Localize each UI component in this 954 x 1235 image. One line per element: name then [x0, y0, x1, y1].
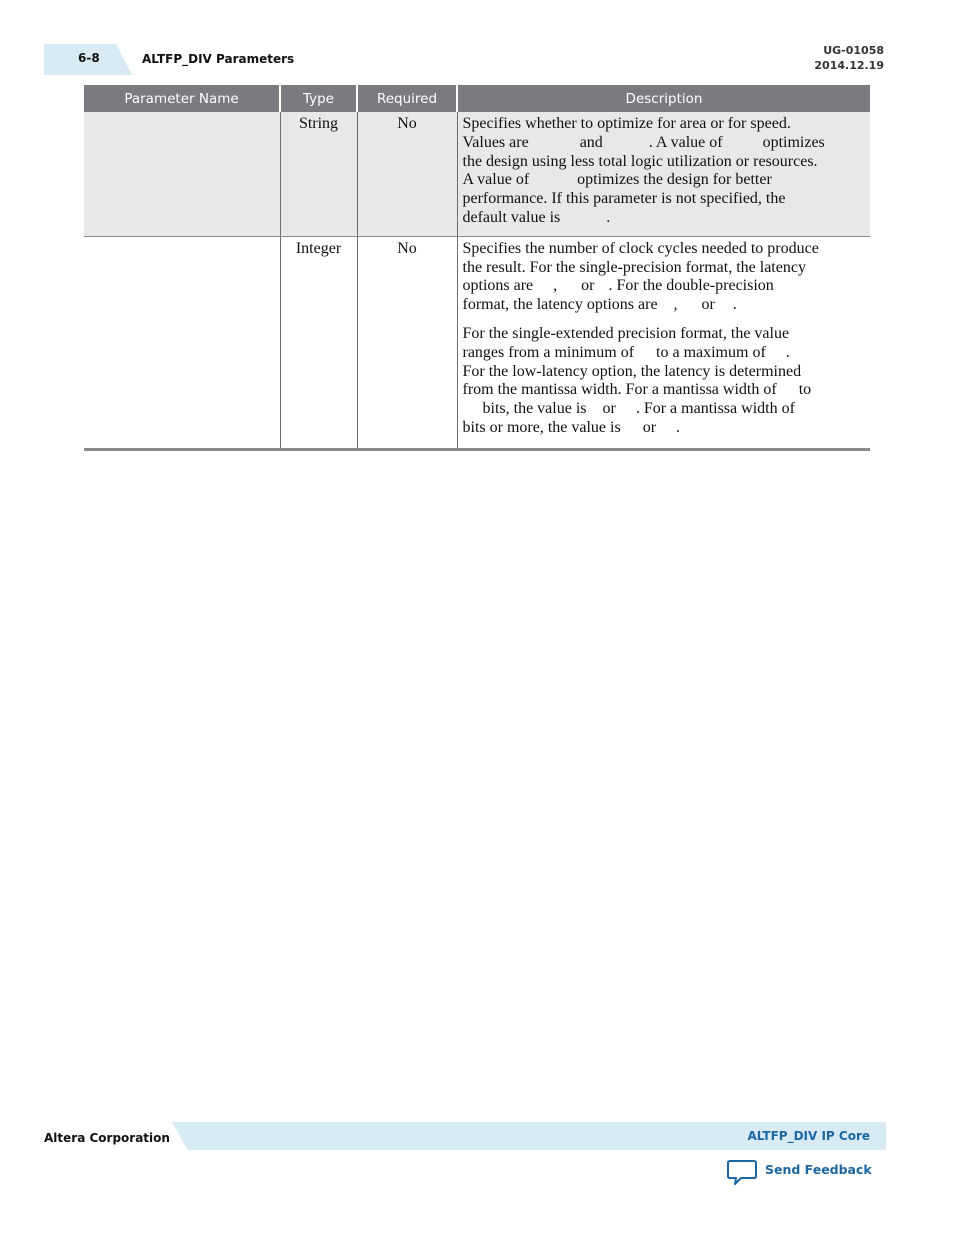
- description-paragraph: Specifies the number of clock cycles needed to produce the result. For the single-precision format, the latency options are , or . For the double-precision format, the latency options are , or .: [462, 239, 819, 314]
- cell-required: No: [357, 112, 457, 236]
- cell-required: No: [357, 236, 457, 449]
- description-paragraph: Specifies whether to optimize for area or for speed. Values are and . A value of optimizes the design using less total logic utilization or resources. A value of optimizes the design for better performance. If this parameter is not specified, the default value is .: [462, 115, 825, 226]
- column-header-required: Required: [357, 85, 457, 112]
- cell-parameter-name: [84, 112, 280, 236]
- send-feedback-link[interactable]: Send Feedback: [765, 1162, 872, 1177]
- cell-description: [457, 112, 870, 236]
- doc-date: 2014.12.19: [814, 59, 884, 72]
- doc-id: UG-01058: [823, 44, 884, 57]
- speech-bubble-icon[interactable]: [726, 1158, 758, 1186]
- parameters-table: [84, 85, 870, 451]
- page-number: 6-8: [78, 51, 100, 65]
- cell-type: String: [280, 112, 357, 236]
- table-row: [84, 236, 870, 449]
- section-title: ALTFP_DIV Parameters: [142, 52, 295, 66]
- cell-type: Integer: [280, 236, 357, 449]
- cell-parameter-name: [84, 236, 280, 449]
- column-header-type: Type: [280, 85, 357, 112]
- doc-title-link[interactable]: ALTFP_DIV IP Core: [747, 1129, 870, 1143]
- description-paragraph: For the single-extended precision format, the value ranges from a minimum of to a maximum of . For the low-latency option, the latency is determined from the mantissa width. For a mantissa width of to bits, the value is or . For a mantissa width of bits or more, the value is or .: [462, 324, 812, 436]
- doc-meta: [814, 43, 884, 73]
- cell-description: [457, 236, 870, 449]
- company-name: Altera Corporation: [44, 1131, 170, 1145]
- column-header-description: Description: [457, 85, 870, 112]
- table-row: [84, 112, 870, 236]
- column-header-parameter-name: Parameter Name: [84, 85, 280, 112]
- table-header-row: [84, 85, 870, 112]
